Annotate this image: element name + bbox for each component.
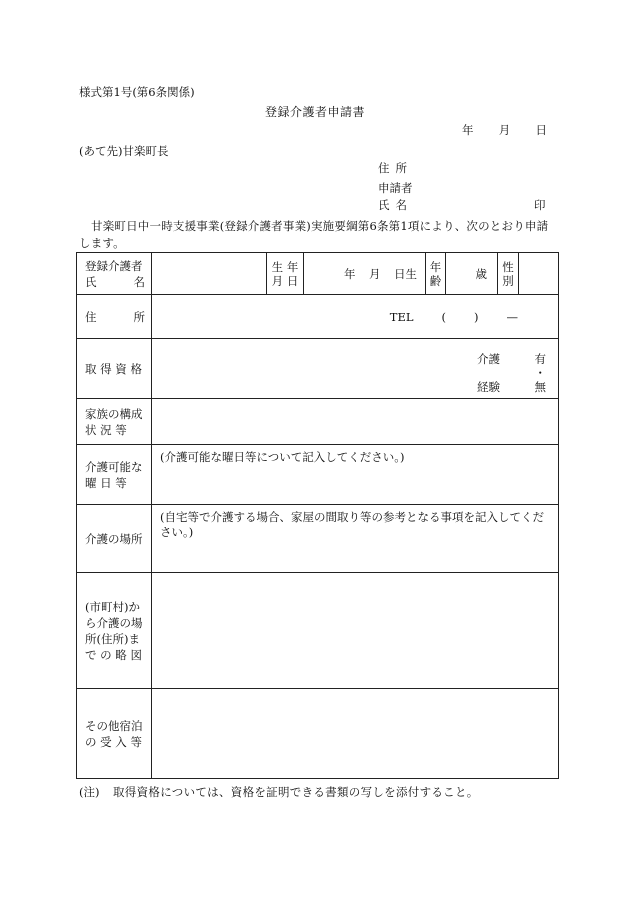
caregiver-name-label-mei: 名 [133,274,145,289]
care-place-hint: (自宅等で介護する場合、家屋の間取り等の参考となる事項を記入してください。) [160,510,544,539]
address-label-ju: 住 [85,309,97,324]
caregiver-name-label [77,253,152,295]
family-field[interactable] [152,399,559,445]
route-map-label-line3: 所(住所)ま [85,631,140,646]
applicant-address-label: 住所 [378,161,413,175]
applicant-label: 申請者 [378,181,413,195]
overnight-label-line1: その他宿泊 [85,718,143,733]
tel-label: TEL [389,309,414,324]
birthdate-label-line1: 生 年 [271,259,299,274]
note-text: 取得資格については、資格を証明できる書類の写しを添付すること。 [113,785,479,799]
sex-label-line1: 性 [502,259,514,274]
row-available-days [77,445,559,505]
caregiver-name-label-line2 [85,274,151,290]
family-label [77,399,152,445]
birthdate-field[interactable] [304,253,426,295]
birth-day-label: 日生 [394,266,417,281]
care-place-field[interactable] [152,505,559,573]
note-mark: (注) [79,785,100,799]
available-days-label-line1: 介護可能な [85,459,143,474]
row-care-place [77,505,559,573]
age-unit: 歳 [475,266,487,281]
overnight-field[interactable] [152,689,559,779]
caregiver-name-label-line1: 登録介護者 [85,258,143,273]
sex-label [498,253,519,295]
family-label-line1: 家族の構成 [85,406,143,421]
seal-mark: 印 [534,198,546,212]
document-title: 登録介護者申請書 [264,105,365,119]
application-date [462,125,547,137]
qualifications-label: 取 得 資 格 [77,339,152,399]
age-label-line2: 齢 [429,273,442,288]
tel-close-paren: ) [474,309,479,324]
caregiver-name-field[interactable] [152,253,267,295]
route-map-label-line1: (市町村)か [85,599,140,614]
overnight-label [77,689,152,779]
date-year-label: 年 [462,123,474,137]
sex-field[interactable] [519,253,559,295]
row-route-map [77,573,559,689]
overnight-label-line2: の 受 入 等 [85,734,142,749]
date-month-label: 月 [498,123,511,137]
qualifications-field[interactable] [152,339,559,399]
form-number: 様式第1号(第6条関係) [79,85,195,99]
route-map-label-line2: ら介護の場 [85,615,143,630]
experience-separator: ・ [534,366,546,380]
birthdate-label [267,253,304,295]
date-day-label: 日 [535,123,547,137]
family-label-line2: 状 況 等 [85,422,127,437]
application-form-table [76,252,559,779]
available-days-hint: (介護可能な曜日等について記入してください。) [160,450,405,464]
caregiver-name-label-shi: 氏 [85,274,97,289]
available-days-label [77,445,152,505]
birth-year-label: 年 [344,266,356,281]
available-days-field[interactable] [152,445,559,505]
birth-month-label: 月 [369,266,381,281]
sex-label-line2: 別 [502,273,514,288]
address-field[interactable] [152,295,559,339]
tel-open-paren: ( [441,309,446,324]
route-map-label [77,573,152,689]
address-label-sho: 所 [133,309,145,324]
addressee: (あて先)甘楽町長 [79,144,169,158]
row-overnight [77,689,559,779]
row-family [77,399,559,445]
age-field[interactable] [446,253,498,295]
care-place-label: 介護の場所 [77,505,152,573]
row-address [77,295,559,339]
address-label [77,295,152,339]
applicant-name-label: 氏名 [378,198,413,212]
route-map-field[interactable] [152,573,559,689]
age-label [426,253,446,295]
route-map-label-line4: で の 略 図 [85,647,142,662]
experience-label-line1: 介護 [477,352,500,366]
experience-yes-option[interactable]: 有 [534,352,546,366]
tel-dash: — [506,309,518,324]
experience-label-line2: 経験 [477,380,500,394]
birthdate-label-line2: 月 日 [271,273,299,288]
available-days-label-line2: 曜 日 等 [85,475,127,490]
row-caregiver-name [77,253,559,295]
application-statement: 甘楽町日中一時支援事業(登録介護者事業)実施要綱第6条第1項により、次のとおり申請します。 [79,219,549,250]
experience-no-option[interactable]: 無 [534,380,546,394]
row-qualifications [77,339,559,399]
age-label-line1: 年 [429,259,442,274]
